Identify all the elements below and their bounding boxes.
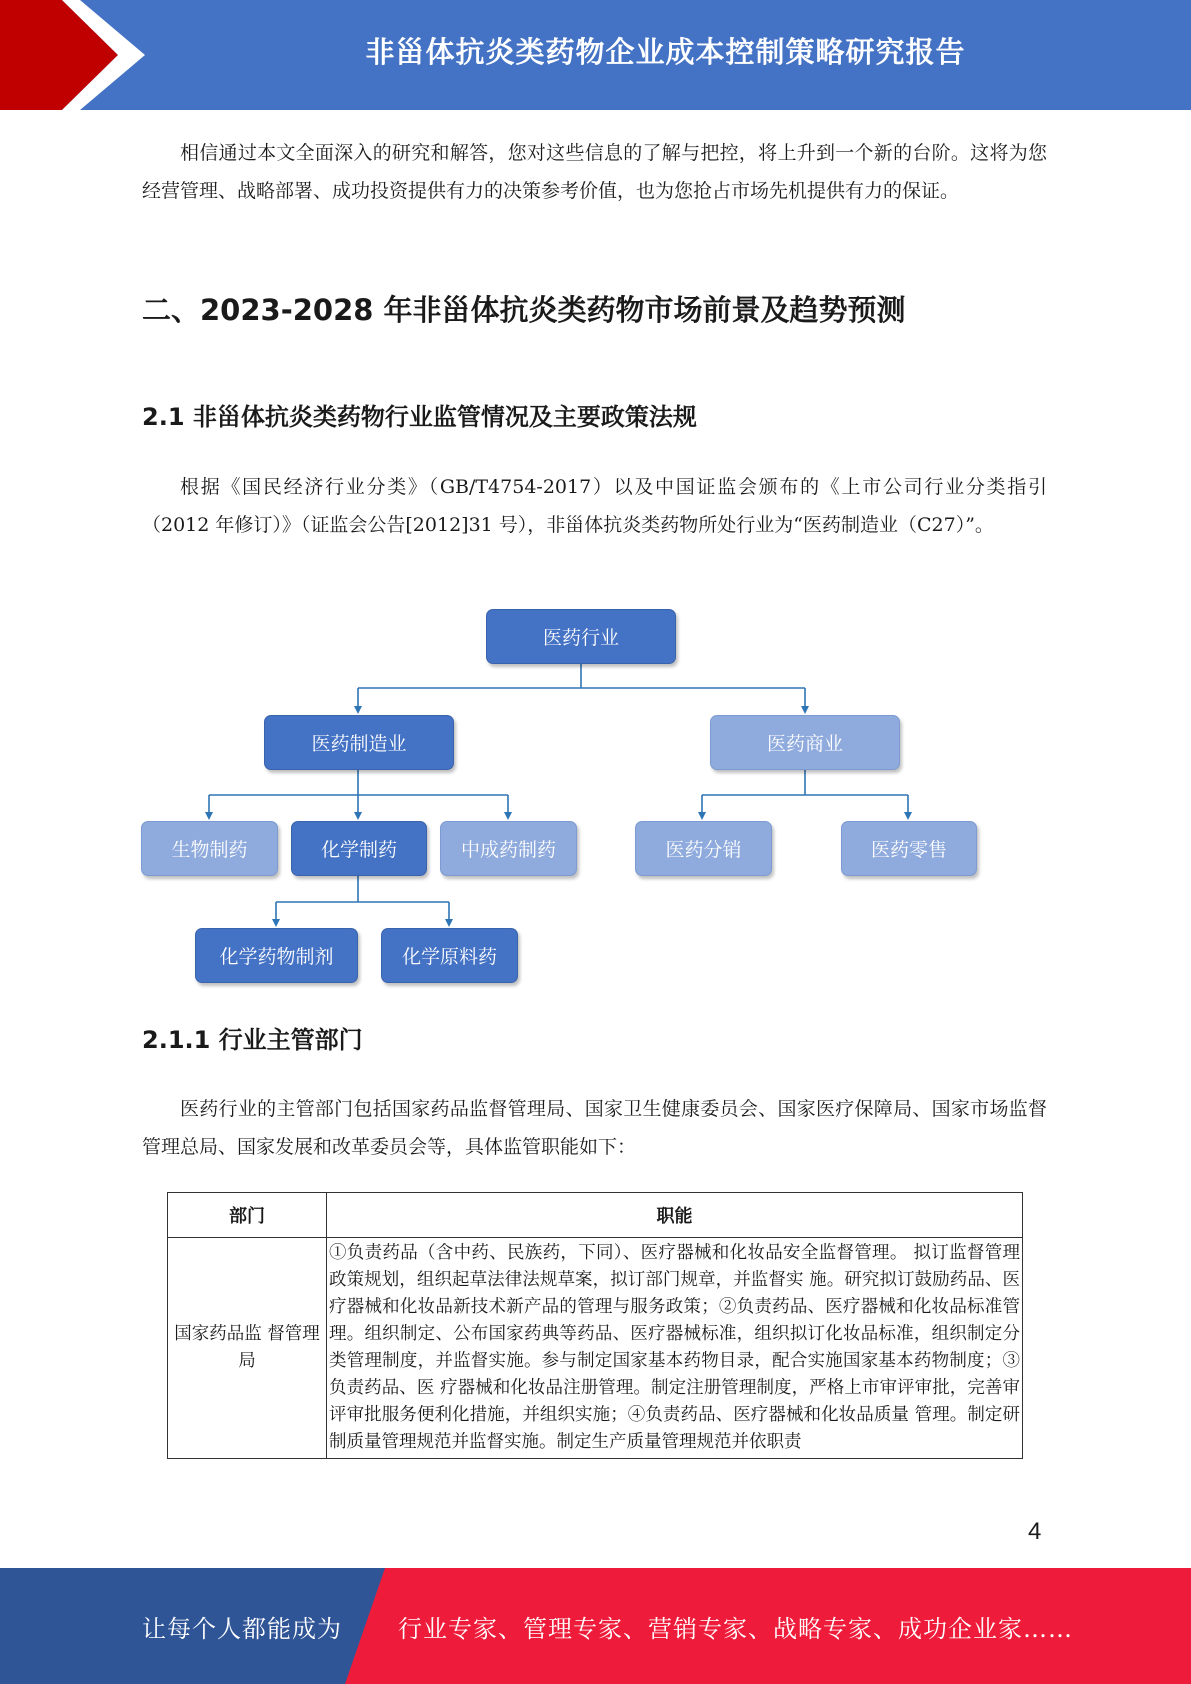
subsubsection-paragraph: 医药行业的主管部门包括国家药品监督管理局、国家卫生健康委员会、国家医疗保障局、国家市场监督管理总局、国家发展和改革委员会等，具体监管职能如下： [142, 1098, 1047, 1158]
org-node-pharma-commerce: 医药商业 [710, 715, 900, 770]
subsection-paragraph: 根据《国民经济行业分类》（GB/T4754-2017）以及中国证监会颁布的《上市公司行业分类指引（2012 年修订）》（证监会公告[2012]31 号），非甾体抗炎类药物所处行业为“医药制造业（C27）”。 [142, 476, 1047, 536]
org-node-chemical-api: 化学原料药 [381, 928, 518, 983]
intro-paragraph: 相信通过本文全面深入的研究和解答，您对这些信息的了解与把控，将上升到一个新的台阶。这将为您经营管理、战略部署、成功投资提供有力的决策参考价值，也为您抢占市场先机提供有力的保证。 [142, 142, 1047, 202]
org-node-biopharma: 生物制药 [141, 821, 278, 876]
footer-slogan-left: 让每个人都能成为 [142, 1614, 342, 1643]
table-cell-department: 国家药品监 督管理局 [168, 1238, 327, 1459]
table-header-department: 部门 [168, 1193, 327, 1238]
org-node-tcm-pharma: 中成药制药 [440, 821, 577, 876]
header-chevron-decoration [0, 0, 160, 110]
table-row [168, 1238, 1023, 1459]
footer-slogan-right: 行业专家、管理专家、营销专家、战略专家、成功企业家…… [398, 1614, 1073, 1643]
page-header [0, 0, 1191, 110]
org-node-chemical-pharma: 化学制药 [291, 821, 427, 876]
table-header-row [168, 1193, 1023, 1238]
org-node-chemical-preparations: 化学药物制剂 [195, 928, 358, 983]
subsubsection-heading: 2.1.1 行业主管部门 [142, 1026, 363, 1054]
subsection-heading: 2.1 非甾体抗炎类药物行业监管情况及主要政策法规 [142, 403, 697, 431]
header-title: 非甾体抗炎类药物企业成本控制策略研究报告 [365, 34, 966, 69]
page-number: 4 [1028, 1518, 1042, 1545]
org-node-pharma-manufacturing: 医药制造业 [264, 715, 454, 770]
org-node-retail: 医药零售 [841, 821, 977, 876]
org-node-distribution: 医药分销 [635, 821, 772, 876]
table-header-duties: 职能 [327, 1193, 1023, 1238]
regulatory-duties-table [167, 1192, 1023, 1459]
page-footer [0, 1568, 1191, 1684]
org-node-pharma-industry: 医药行业 [486, 609, 676, 664]
table-cell-duties: ①负责药品（含中药、民族药，下同）、医疗器械和化妆品安全监督管理。 拟订监督管理政策规划，组织起草法律法规草案，拟订部门规章，并监督实 施。研究拟订鼓励药品、医疗器械和化妆品新技术新产品的管理与服务政策；②负责药品、医疗器械和化妆品标准管理。组织制定、公布国家药典等药品、医疗器械标准，组织拟订化妆品标准，组织制定分类管理制度，并监督实施。参与制定国家基本药物目录，配合实施国家基本药物制度；③负责药品、医 疗器械和化妆品注册管理。制定注册管理制度，严格上市审评审批，完善审 评审批服务便利化措施，并组织实施；④负责药品、医疗器械和化妆品质量 管理。制定研制质量管理规范并监督实施。制定生产质量管理规范并依职责 [327, 1238, 1023, 1459]
section-heading: 二、2023-2028 年非甾体抗炎类药物市场前景及趋势预测 [142, 293, 906, 327]
